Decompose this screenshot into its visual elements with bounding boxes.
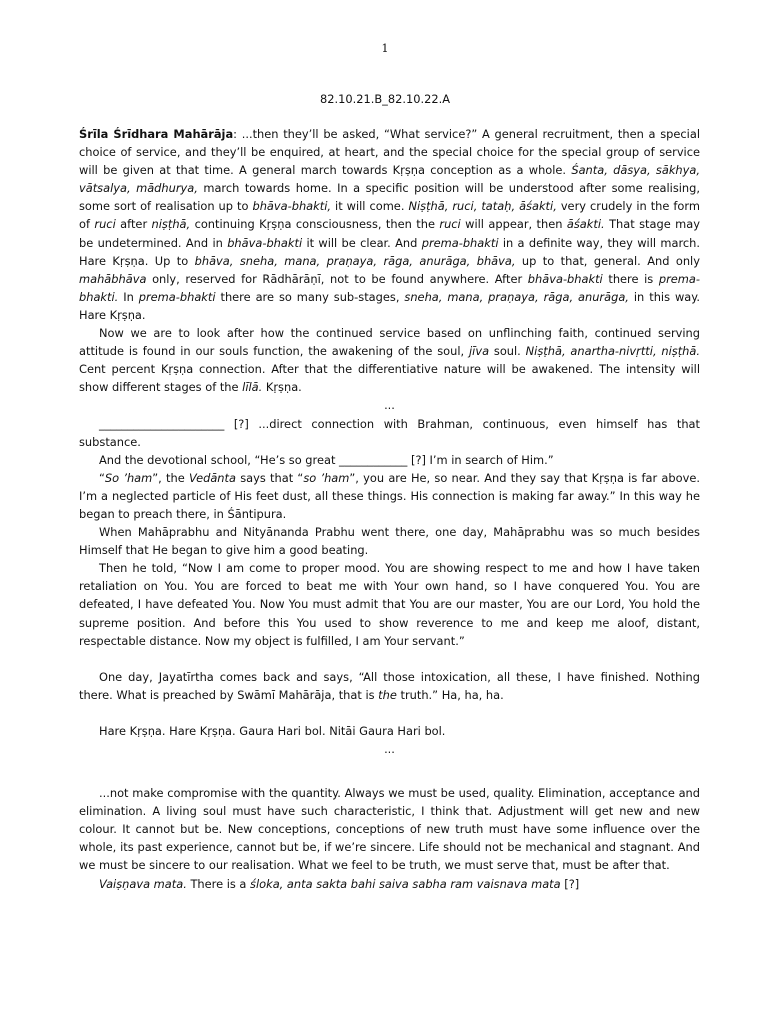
- speaker-name: Śrīla Śrīdhara Mahārāja: [79, 127, 234, 141]
- section-ellipsis-1: ...: [384, 398, 395, 413]
- paragraph-6: When Mahāprabhu and Nityānanda Prabhu went there, one day, Mahāprabhu was so much besides Himself that He began to give him a good beating.: [79, 525, 700, 558]
- paragraph-3: ______________________ [?] ...direct connection with Brahman, continuous, even himself has that substance.: [79, 416, 700, 449]
- page-number: 1: [381, 42, 389, 55]
- paragraph-1: Śrīla Śrīdhara Mahārāja: ...then they’ll be asked, “What service?” A general recruitment, then a special choice of service, and they’ll be enquired, at heart, and the special choice for the special group of service will be given at that time. A general march towards Kṛṣṇa conception as a whole. Śanta, dāsya, sākhya, vātsalya, mādhurya, march towards home. In a specific position will be understood after some realising, some sort of realisation up to bhāva-bhakti, it will come. Niṣṭhā, ruci, tataḥ, āśakti, very crudely in the form of ruci after niṣṭhā, continuing Kṛṣṇa consciousness, then the ruci will appear, then āśakti. That stage may be undetermined. And in bhāva-bhakti it will be clear. And prema-bhakti in a definite way, they will march. Hare Kṛṣṇa. Up to bhāva, sneha, mana, praṇaya, rāga, anurāga, bhāva, up to that, general. And only mahābhāva only, reserved for Rādhārāṇī, not to be found anywhere. After bhāva-bhakti there is prema- bhakti. In prema-bhakti there are so many sub-stages, sneha, mana, praṇaya, rāga, anurāga, in this way. Hare Kṛṣṇa.: [79, 127, 701, 322]
- paragraph-11: Vaiṣṇava mata. There is a śloka, anta sakta bahi saiva sabha ram vaisnava mata [?]: [99, 876, 580, 891]
- paragraph-10: ...not make compromise with the quantity. Always we must be used, quality. Elimination, acceptance and elimination. A living soul must have such characteristic, I think that. Adjustment will get new and new colour. It cannot but be. New conceptions, conceptions of new truth must have some influence over the whole, its past experience, cannot but be, if we’re sincere. Life should not be mechanical and stagnant. And we must be sincere to our realisation. What we feel to be truth, we must serve that, must be after that.: [79, 786, 700, 873]
- document-id: 82.10.21.B_82.10.22.A: [320, 92, 450, 106]
- paragraph-7: Then he told, “Now I am come to proper mood. You are showing respect to me and how I have taken retaliation on You. You are forced to beat me with Your own hand, so I have conquered You. You are defeated, I have defeated You. Now You must admit that You are our master, You are our Lord, You hold the supreme position. And before this You used to show reverence to me and keep me aloof, distant, respectable distance. Now my object is fulfilled, I am Your servant.”: [79, 561, 700, 648]
- transcript-body: [79, 125, 700, 893]
- section-ellipsis-2: ...: [384, 742, 395, 756]
- paragraph-5: “So ’ham”, the Vedānta says that “so ’ham”, you are He, so near. And they say that Kṛṣṇa is far above. I’m a neglected particle of His feet dust, all these things. His connection is making far away.” In this way he began to preach there, in Śāntipura.: [79, 470, 700, 521]
- paragraph-8: One day, Jayatīrtha comes back and says, “All those intoxication, all these, I have finished. Nothing there. What is preached by Swāmī Mahārāja, that is the truth.” Ha, ha, ha.: [79, 669, 700, 702]
- paragraph-4: And the devotional school, “He’s so great ____________ [?] I’m in search of Him.”: [99, 452, 554, 467]
- paragraph-2: Now we are to look after how the continued service based on unflinching faith, continued serving attitude is found in our souls function, the awakening of the soul, jīva soul. Niṣṭhā, anartha-nivṛtti, niṣṭhā. Cent percent Kṛṣṇa connection. After that the differentiative nature will be awakened. The intensity will show different stages of the līlā. Kṛṣṇa.: [79, 326, 701, 395]
- paragraph-9: Hare Kṛṣṇa. Hare Kṛṣṇa. Gaura Hari bol. Nitāi Gaura Hari bol.: [99, 723, 446, 738]
